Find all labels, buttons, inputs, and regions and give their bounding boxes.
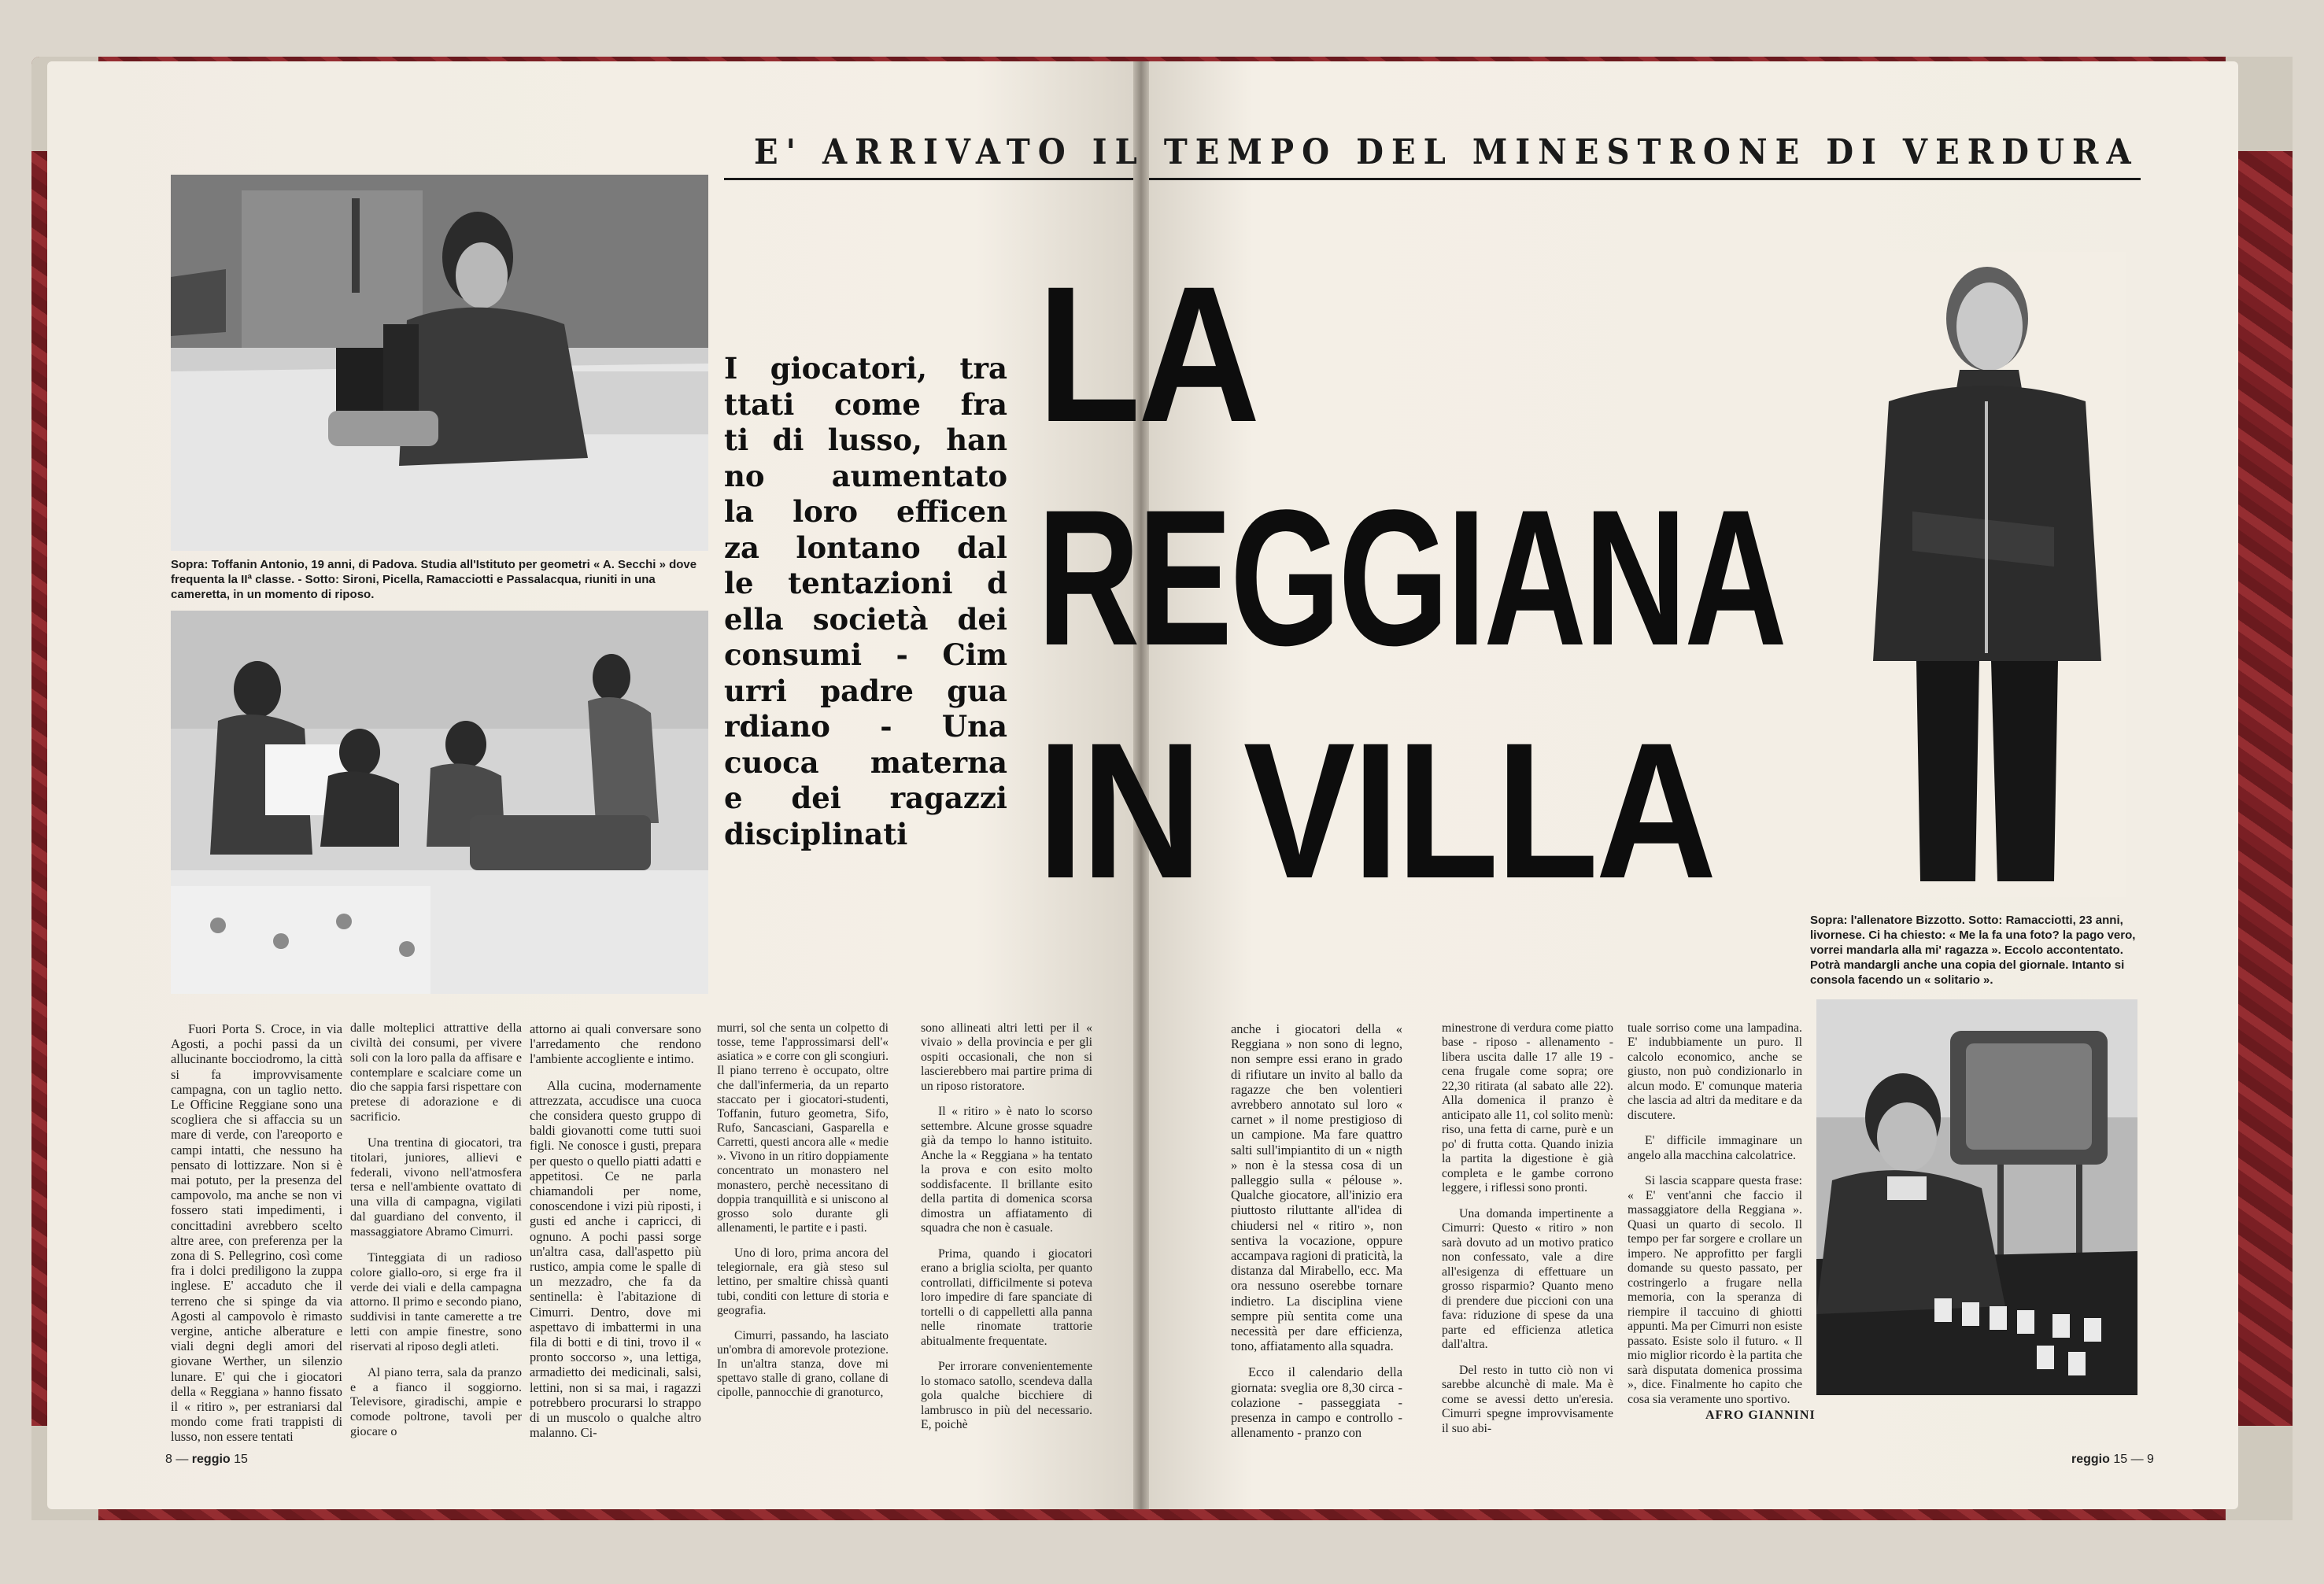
article-paragraph: Cimurri, passando, ha lasciato un'ombra di amorevole protezione. In un'altra stanza, dove mi spettavo stalle di grano, collane di cipolle, pannocchie di granoturco, xyxy=(717,1328,889,1400)
article-paragraph: minestrone di verdura come piatto base - riposo - allenamento - libera uscita dalle 17 alle 19 - cena frugale come sopra; ore 22,30 ritirata (al sabato alle 22). Alla domenica il pranzo è anticipato alle 11, col solito menù: riso, una fetta di carne, purè e un po' di frutta cotta. Quando inizia la partita la digestione è già completa e le gambe corrono leggere, i riflessi sono pronti. xyxy=(1442,1021,1613,1195)
article-paragraph: attorno ai quali conversare sono l'arredamento che rendono l'ambiente accogliente e intimo. xyxy=(530,1021,701,1067)
article-paragraph: murri, sol che senta un colpetto di tosse, teme l'approssimarsi dell'« asiatica » e corre con gli scongiuri. Il piano terreno è occupato, oltre che dall'infermeria, da un reparto staccato per i giocatori-studenti, Toffanin, futuro geometra, Sifo, Rufo, Sancasciani, Gasparella e Carretti, questi ancora alle « medie ». Vivono in un ritiro doppiamente concentrato un monastero nel monastero, perchè necessitano di doppia tranquillità e si uniscono al grosso solo durante gli allenamenti, le partite e i pasti. xyxy=(717,1021,889,1235)
deck-subheadline xyxy=(724,351,1007,852)
article-paragraph: Fuori Porta S. Croce, in via Agosti, a pochi passi da un allucinante bocciodromo, la città si fa improvvisamente campagna, con un taglio netto. Le Officine Reggiane sono una scogliera che si affaccia su un mare di verde, con l'areoporto e campi intatti, che nessuno ha pensato di lottizzare. Non si è mai potuto, per la presenza del campovolo, ma anche se non vi fossero stati impedimenti, i concittadini avrebbero scelto altre aree, con preferenza per la zona di S. Pellegrino, così come fra i dolci prediligono la zuppa inglese. E' accaduto che il terreno che si spinge da via Agosti al campovolo è rimasto vergine, antiche alberature e viali degni degli amori del giovane Werther, un silenzio lunare. E' qui che i giocatori della « Reggiana » hanno fissato il « ritiro », per estraniarsi dal mondo come frati trappisti di lusso, non essere tentati xyxy=(171,1021,342,1445)
article-paragraph: Del resto in tutto ciò non vi sarebbe alcunchè di male. Ma è come se avessi detto un'eresia. Cimurri spegne improvvisamente il suo abi- xyxy=(1442,1363,1613,1435)
folio-left: 8 — reggio 15 xyxy=(165,1453,248,1466)
article-paragraph: E' difficile immaginare un angelo alla macchina calcolatrice. xyxy=(1628,1134,1802,1162)
photo-player-cards xyxy=(1816,999,2137,1395)
caption-right: Sopra: l'allenatore Bizzotto. Sotto: Ramacciotti, 23 anni, livornese. Ci ha chiesto: « Me la fa una foto? la pago vero, vorrei mandarla alla mi' ragazza ». Eccolo accontentato. Potrà mandargli anche una copia del giornale. Intanto si consola facendo un « solitario ». xyxy=(1810,914,2136,987)
folio-left-title: reggio xyxy=(191,1453,231,1466)
article-paragraph: Uno di loro, prima ancora del telegiornale, era già steso sul lettino, per smaltire chissà quanti tubi, conditi con letture di storia e geografia. xyxy=(717,1246,889,1317)
headline-line-2: REGGIANA xyxy=(1037,470,1785,686)
section-header: E' ARRIVATO IL TEMPO DEL MINESTRONE DI VERDURA xyxy=(754,132,2139,172)
article-column-3 xyxy=(530,1021,701,1446)
headline-line-3: IN VILLA xyxy=(1037,703,1714,919)
article-column-4 xyxy=(717,1021,889,1446)
article-column-6 xyxy=(1231,1021,1402,1446)
folio-right-title: reggio xyxy=(2071,1453,2110,1466)
article-paragraph: Una trentina di giocatori, tra titolari, juniores, allievi e federali, vivono nell'atmosfera tersa e nell'ambiente ovattato di una villa di campagna, vigilati dal guardiano del convento, il massaggiatore Abramo Cimurri. xyxy=(350,1135,522,1239)
article-paragraph: Il « ritiro » è nato lo scorso settembre. Alcune grosse squadre già da tempo lo hanno istituito. Anche la « Reggiana » ha tentato la prova e con esito molto soddisfacente. Il brillante esito della partita di domenica scorsa dimostra un affiatamento di squadra che non è casuale. xyxy=(921,1105,1092,1235)
deck-line: la loro efficen xyxy=(724,494,1007,529)
folio-right: reggio 15 — 9 xyxy=(2071,1453,2154,1466)
deck-line: consumi - Cim xyxy=(724,637,1007,672)
article-column-5 xyxy=(921,1021,1092,1446)
deck-line: disciplinati xyxy=(724,816,908,851)
header-rule-right xyxy=(1149,178,2141,180)
article-paragraph: Si lascia scappare questa frase: « E' vent'anni che faccio il massaggiatore della Reggiana ». Quasi un quarto di secolo. Il tempo per far sorgere e crollare un impero. Ne approfitto per fargli domande su questo passato, per costringerlo a frugare nella memoria, con la speranza di riempire il taccuino di ghiotti appunti. Ma per Cimurri non esiste passato. Esiste solo il futuro. « Il mio miglior ricordo è la partita che sarà disputata domenica prossima », dice. Finalmente ho capito che cosa sia veramente uno sportivo. xyxy=(1628,1174,1802,1406)
deck-line: ti di lusso, han xyxy=(724,423,1007,457)
article-paragraph: sono allineati altri letti per il « vivaio » della provincia e per gli ospiti occasionali, che non si lascierebbero mai partire prima di un riposo ristoratore. xyxy=(921,1021,1092,1093)
folio-right-issue: 15 xyxy=(2113,1453,2128,1466)
folio-left-issue: 15 xyxy=(234,1453,248,1466)
deck-line: cuoca materna xyxy=(724,744,1007,780)
deck-line: urri padre gua xyxy=(724,673,1007,708)
article-paragraph: Prima, quando i giocatori erano a briglia sciolta, per quanto controllati, difficilmente si poteva loro impedire di fare spanciate di tortelli o di cappelletti alla panna nelle rinomate trattorie abitualmente frequentate. xyxy=(921,1246,1092,1348)
deck-line: za lontano dal xyxy=(724,530,1007,565)
folio-left-number: 8 xyxy=(165,1453,172,1466)
headline-line-1: LA xyxy=(1037,246,1258,463)
deck-line: le tentazioni d xyxy=(724,566,1007,600)
header-rule-left xyxy=(724,178,1133,180)
deck-line: rdiano - Una xyxy=(724,709,1007,744)
article-paragraph: Al piano terra, sala da pranzo e a fianco il soggiorno. Televisore, giradischi, ampie e comode poltrone, tavoli per giocare o xyxy=(350,1365,522,1439)
deck-line: ttati come fra xyxy=(724,386,1007,422)
deck-line: ella società dei xyxy=(724,601,1007,637)
photo-bedroom-players xyxy=(171,611,708,994)
article-column-1 xyxy=(171,1021,342,1446)
article-paragraph: dalle molteplici attrattive della civiltà dei consumi, per vivere soli con la loro palla da affisare e contemplare e scalciare come un dio che sappia farsi rispettare con pretese di adorazione e di sacrificio. xyxy=(350,1021,522,1124)
article-paragraph: Ecco il calendario della giornata: sveglia ore 8,30 circa - colazione - passeggiata - presenza in campo e controllo - allenamento - pranzo con xyxy=(1231,1364,1402,1441)
caption-left: Sopra: Toffanin Antonio, 19 anni, di Padova. Studia all'Istituto per geometri « A. Secchi » dove frequenta la IIª classe. - Sotto: Sironi, Picella, Ramacciotti e Passalacqua, riuniti in una cameretta, in un momento di riposo. xyxy=(171,558,697,601)
article-column-8 xyxy=(1628,1021,1802,1407)
article-paragraph: anche i giocatori della « Reggiana » non sono di legno, non sempre essi erano in grado di rifiutare un invito al ballo da ragazze che ben volentieri avrebbero annotato sul loro « carnet » il nome prestigioso di un campione. Ma fare quattro salti sull'impiantito di un « nigth » non è la stessa cosa di un palleggio sulla « pélouse ». Qualche giocatore, all'inizio era piuttosto riluttante all'idea di chiudersi nel « ritiro », non sentiva la vocazione, oppure accampava ragioni di praticità, la distanza dal Mirabello, ecc. Ma ora nessuno oserebbe tornare indietro. La disciplina viene sempre più sentita come una necessità per dare efficienza, tono, affiatamento alla squadra. xyxy=(1231,1021,1402,1354)
deck-line: e dei ragazzi xyxy=(724,781,1007,815)
article-column-2 xyxy=(350,1021,522,1446)
deck-line: I giocatori, tra xyxy=(724,351,1007,386)
author-signature: AFRO GIANNINI xyxy=(1705,1409,1816,1422)
photo-coach xyxy=(1842,252,2126,897)
photo-dining-player xyxy=(171,175,708,551)
article-paragraph: tuale sorriso come una lampadina. E' indubbiamente un puro. Il calcolo economico, anche se giusto, non può condizionarlo in alcun modo. E' comunque materia che lascia ad altri da meditare e da discutere. xyxy=(1628,1021,1802,1122)
deck-line: no aumentato xyxy=(724,458,1007,493)
article-column-7 xyxy=(1442,1021,1613,1446)
article-paragraph: Una domanda impertinente a Cimurri: Questo « ritiro » non sarà dovuto ad un motivo pratico non confessato, vale a dire all'esigenza di effettuare un grosso risparmio? Quanto meno di prendere due piccioni con una fava: riduzione di spese da una parte ed efficienza atletica dall'altra. xyxy=(1442,1206,1613,1352)
article-paragraph: Per irrorare convenientemente lo stomaco satollo, scendeva dalla gola qualche bicchiere di lambrusco in più del necessario. E, poichè xyxy=(921,1360,1092,1432)
article-paragraph: Alla cucina, modernamente attrezzata, accudisce una cuoca che considera questo gruppo di baldi giovanotti come tutti suoi figli. Ne conosce i gusti, prepara per questo o quello piatti adatti e appetitosi. Ce ne parla chiamandoli per nome, conoscendone i vizi più riposti, i gusti ed anche i capricci, di ognuno. A pochi passi sorge un'altra casa, dall'aspetto più rustico, ampia come le spalle di un mezzadro, che fa da sentinella: è l'abitazione di Cimurri. Dentro, dove mi aspettavo di imbattermi in una fila di botti e di tini, trovo il « pronto soccorso », una lettiga, armadietto dei medicinali, salsi, lettini, non si sa mai, i ragazzi potrebbero procurarsi lo strappo di un muscolo o qualche altro malanno. Ci- xyxy=(530,1077,701,1441)
folio-right-number: 9 xyxy=(2147,1453,2154,1466)
article-paragraph: Tinteggiata di un radioso colore giallo-oro, si erge fra il verde dei viali e della campagna attorno. Il primo e secondo piano, suddivisi in tante camerette a tre letti con ampie finestre, sono riservati al riposo degli atleti. xyxy=(350,1250,522,1353)
